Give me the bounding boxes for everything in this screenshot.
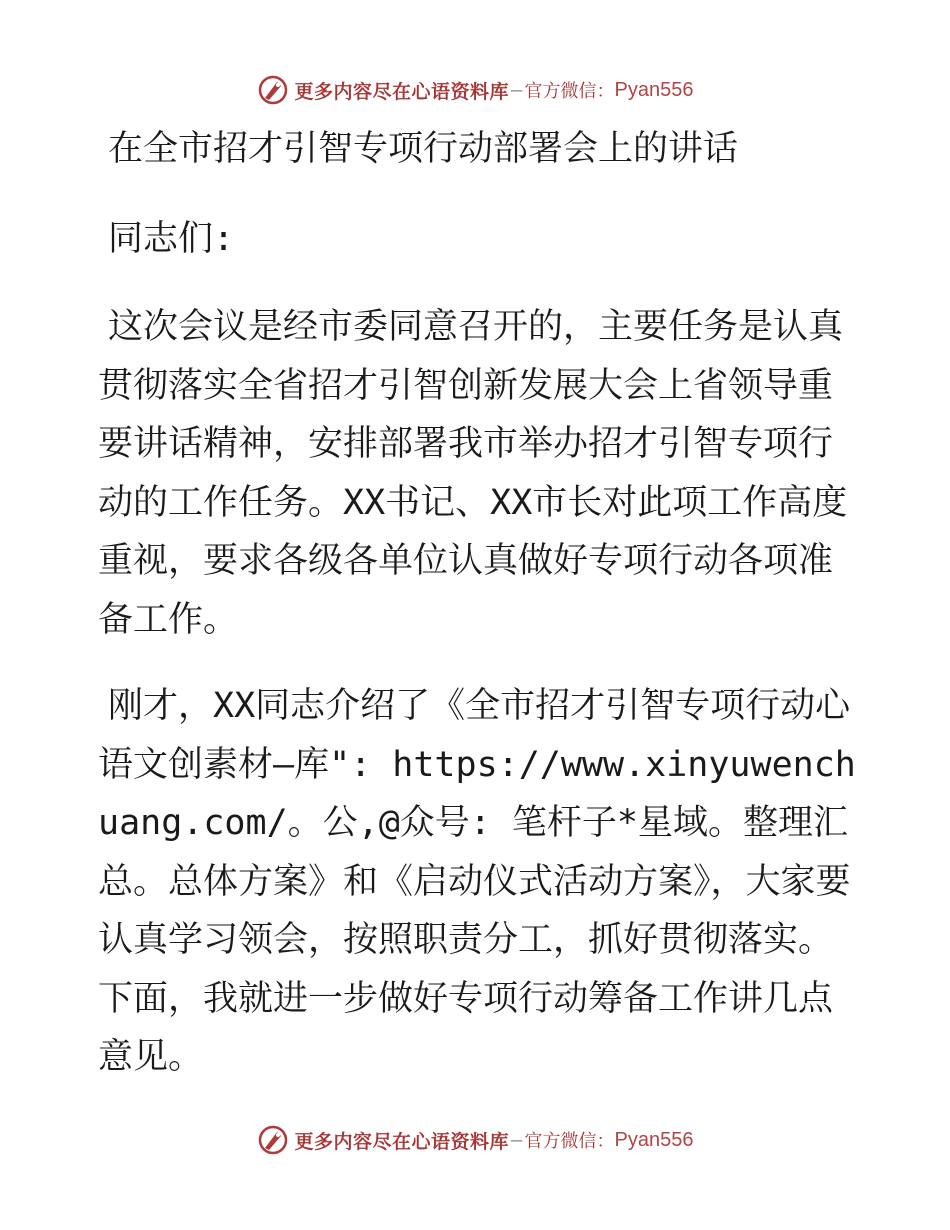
pen-nib-logo-icon bbox=[257, 1124, 289, 1156]
banner-contact-label: 官方微信： bbox=[524, 1131, 615, 1152]
paragraph-2: 刚才，XX同志介绍了《全市招才引智专项行动心语文创素材—库": https://www.xinyuwenchuang.com/。公,@众号: 笔杆子*星域。整理汇总。总体方案》和《启动仪式活动方案》，大家要认真学习领会，按照职责分工，抓好贯彻落实。下面，我就进一步做好专项行动筹备工作讲几点意见。 bbox=[98, 686, 856, 1077]
banner-brand-text: 更多内容尽在心语资料库 bbox=[294, 1130, 510, 1153]
banner-wechat-handle: Pyan556 bbox=[614, 1128, 694, 1151]
banner-wechat-handle: Pyan556 bbox=[614, 78, 694, 101]
greeting: 同志们: bbox=[108, 219, 235, 259]
banner-dash: — bbox=[511, 79, 523, 101]
paragraph-1: 这次会议是经市委同意召开的，主要任务是认真贯彻落实全省招才引智创新发展大会上省领导重要讲话精神，安排部署我市举办招才引智专项行动的工作任务。XX书记、XX市长对此项工作高度重视，要求各级各单位认真做好专项行动各项准备工作。 bbox=[98, 307, 848, 640]
header-banner bbox=[0, 70, 950, 110]
footer-banner bbox=[0, 1120, 950, 1160]
document-body bbox=[98, 120, 858, 1087]
pen-nib-logo-icon bbox=[257, 74, 289, 106]
banner-contact-label: 官方微信： bbox=[524, 81, 615, 102]
banner-dash: — bbox=[511, 1129, 523, 1151]
banner-brand-text: 更多内容尽在心语资料库 bbox=[294, 80, 510, 103]
document-title: 在全市招才引智专项行动部署会上的讲话 bbox=[108, 129, 739, 169]
